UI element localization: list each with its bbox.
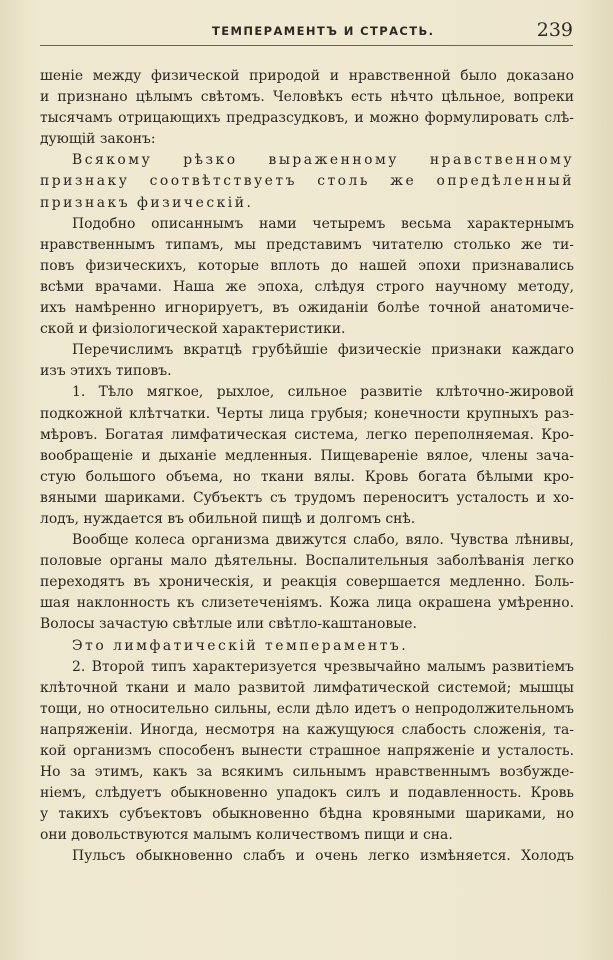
text-line: 1. Тѣло мягкое, рыхлое, сильное развитіе клѣточно-жировой [72,384,574,401]
text-line: лодъ, нуждается въ обильной пищѣ и долгомъ снѣ. [40,510,416,527]
text-line: признакъ физическій. [40,194,254,211]
text-line: ской и физіологической характеристики. [40,321,346,338]
text-line: ніемъ, слѣдуетъ обыкновенно упадокъ силъ и подавленность. Кровь [40,785,574,802]
text-line: ихъ намѣренно игнорируетъ, въ ожиданіи болѣе точной анатомиче- [40,300,574,317]
text-line: мѣровъ. Богатая лимфатическая система, легко переполняемая. Кро- [40,426,574,443]
text-line: подкожной клѣтчатки. Черты лица грубыя; конечности крупныхъ раз- [40,405,574,422]
text-line: переходятъ въ хроническія, и реакція совершается медленно. Боль- [40,574,574,591]
text-line: Волосы зачастую свѣтлые или свѣтло-каштановые. [40,616,417,633]
text-line: они довольствуются малымъ количествомъ пищи и сна. [40,827,453,844]
text-line: Вообще колеса организма движутся слабо, вяло. Чувства лѣнивы, [72,532,574,549]
text-line: Это лимфатическій темпераментъ. [72,637,409,654]
running-head: ТЕМПЕРАМЕНТЪ И СТРАСТЬ. [212,24,435,38]
text-line: всѣми врачами. Наша же эпоха, слѣдуя строго научному методу, [40,278,574,295]
text-line: шая наклонность къ слизетеченіямъ. Кожа лица окрашена умѣренно. [40,595,574,612]
page-number: 239 [536,19,573,41]
text-line: напряженіи. Иногда, несмотря на кажущуюся слабость сложенія, та- [40,721,574,738]
text-line: кой организмъ способенъ вынести страшное напряженіе и усталость. [40,743,574,759]
text-line: дующій законъ: [40,131,156,148]
page-header [40,18,573,46]
text-line: нравственнымъ типамъ, мы представимъ читателю столько же ти- [40,236,574,253]
text-line: Подобно описаннымъ нами четыремъ весьма характернымъ [72,215,574,232]
text-line: тощи, но относительно сильны, если дѣло идетъ о непродолжительномъ [40,700,574,717]
text-line: и признано цѣлымъ свѣтомъ. Человѣкъ есть нѣчто цѣльное, вопреки [40,89,574,106]
text-line: тысячамъ отрицающихъ предразсудковъ, и можно формулировать слѣ- [40,110,574,127]
text-line: у такихъ субъектовъ обыкновенно бѣдна кровяными шариками, но [40,806,574,823]
text-line: 2. Второй типъ характеризуется чрезвычайно малымъ развитіемъ [72,658,574,675]
text-line: клѣточной ткани и мало развитой лимфатической системой; мышцы [40,679,574,696]
text-line: половые органы мало дѣятельны. Воспалительныя заболѣванія легко [40,553,574,570]
text-line: Всякому рѣзко выраженному нравственному [72,152,574,169]
header-rule [40,45,573,46]
text-line: изъ этихъ типовъ. [40,363,172,380]
body-text [40,66,574,868]
text-line: вообращеніе и дыханіе медленныя. Пищевареніе вялое, члены зача- [40,447,574,464]
text-line: Но за этимъ, какъ за всякимъ сильнымъ нравственнымъ возбужде- [40,764,574,781]
text-line: признаку соотвѣтствуетъ столь же опредѣленный [40,173,574,190]
text-line: повъ физическихъ, которые вплоть до нашей эпохи признавались [40,257,574,274]
text-line: Пульсъ обыкновенно слабъ и очень легко измѣняется. Холодъ [72,848,574,865]
text-line: шеніе между физической природой и нравственной было доказано [40,68,574,84]
text-line: вяными шариками. Субъектъ съ трудомъ переноситъ усталость и хо- [40,489,574,506]
text-line: Перечислимъ вкратцѣ грубѣйшіе физическіе признаки каждаго [72,342,574,359]
text-line: стую большого объема, но ткани вялы. Кровь богата бѣлыми кро- [40,468,574,485]
